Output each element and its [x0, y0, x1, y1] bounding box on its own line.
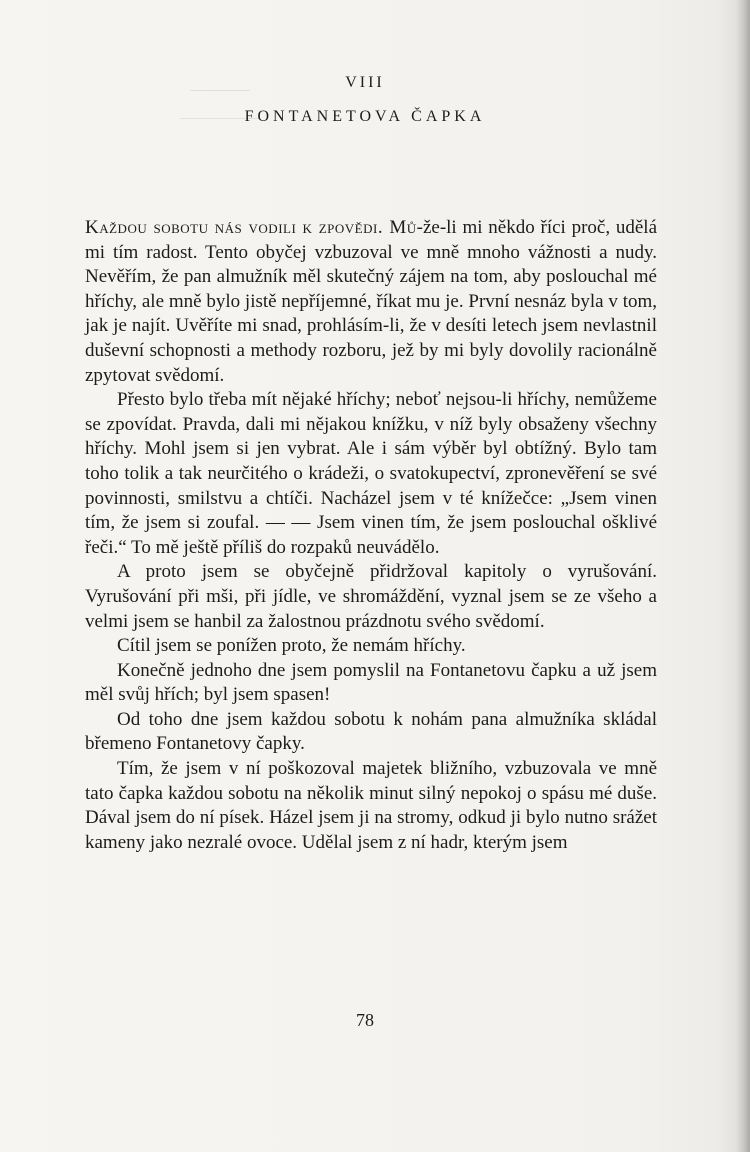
chapter-number: VIII	[345, 74, 385, 91]
paragraph: Od toho dne jsem každou sobotu k nohám pana almužníka skládal břemeno Fontanetovy čapky.	[85, 708, 657, 755]
paragraph: Přesto bylo třeba mít nějaké hříchy; neboť nejsou-li hříchy, nemůžeme se zpovídat. Pravda, dali mi nějakou knížku, v níž byly obsaženy všechny hříchy. Mohl jsem si jen vybrat. Ale i sám výběr byl obtížný. Bylo tam toho tolik a tak neurčitého o krádeži, o svatokupectví, zpronevěření se své povinnosti, smilstvu a chtíči. Nacházel jsem v té knížečce: „Jsem vinen tím, že jsem si zoufal. — — Jsem vinen tím, že jsem poslouchal ošklivé řeči.“ To mě ještě příliš do rozpaků neuvádělo.	[85, 389, 657, 558]
chapter-body	[85, 216, 657, 855]
chapter-opening-smallcaps: Každou sobotu nás vodili k zpovědi. Mů	[85, 217, 417, 238]
paragraph: Tím, že jsem v ní poškozoval majetek bližního, vzbuzovala ve mně tato čapka každou sobotu na několik minut silný nepokoj o spásu mé duše. Dával jsem do ní písek. Házel jsem ji na stromy, odkud ji bylo nutno srážet kameny jako nezralé ovoce. Udělal jsem z ní hadr, kterým jsem	[85, 758, 657, 853]
paragraph: Každou sobotu nás vodili k zpovědi. Mů‑že-li mi někdo říci proč, udělá mi tím radost. Tento obyčej vzbuzoval ve mně mnoho vážnosti a nudy. Nevěřím, že pan almužník měl skutečný zájem na tom, aby poslouchal mé hříchy, ale mně bylo jistě nepříjemné, říkat mu je. První nesnáz byla v tom, jak je najít. Uvěříte mi snad, prohlásím-li, že v desíti letech jsem nevlastnil duševní schopnosti a methody rozboru, jež by mi byly dovolily racionálně zpytovat svědomí.	[85, 217, 657, 386]
paragraph-text: že-li mi někdo říci proč, udělá mi tím radost. Tento obyčej vzbuzoval ve mně mnoho vážnosti a nudy. Nevěřím, že pan almužník měl skutečný zájem na tom, aby poslouchal mé hříchy, ale mně bylo jistě nepříjemné, říkat mu je. První nesnáz byla v tom, jak je najít. Uvěříte mi snad, prohlásím-li, že v desíti letech jsem nevlastnil duševní schopnosti a methody rozboru, jež by mi byly dovolily racionálně zpytovat svědomí.	[85, 217, 657, 386]
paragraph: Konečně jednoho dne jsem pomyslil na Fontanetovu čapku a už jsem měl svůj hřích; byl jsem spasen!	[85, 659, 657, 706]
page-number: 78	[356, 1010, 374, 1030]
chapter-title: FONTANETOVA ČAPKA	[244, 108, 486, 125]
paragraph: Cítil jsem se ponížen proto, že nemám hříchy.	[117, 635, 466, 657]
paragraph: A proto jsem se obyčejně přidržoval kapitoly o vyrušování. Vyrušování při mši, při jídle, ve shromáždění, vyznal jsem se ze všeho a velmi jsem se hanbil za žalostnou prázdnotu svého svědomí.	[85, 561, 657, 632]
page-edge-shadow	[736, 0, 750, 1152]
